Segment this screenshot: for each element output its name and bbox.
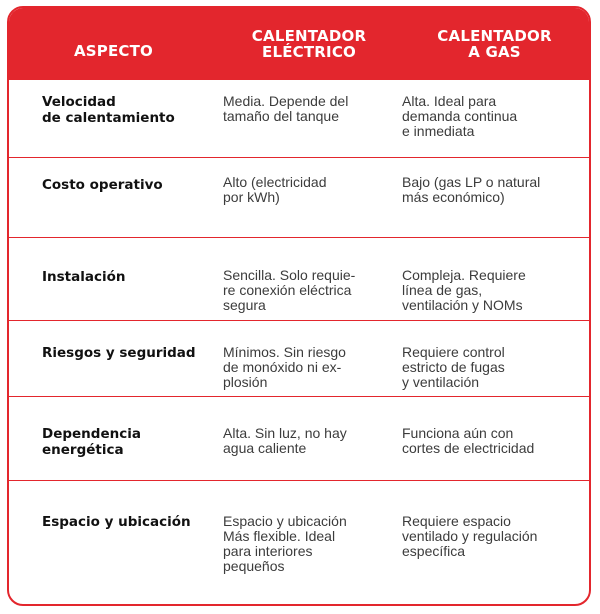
table-row-space-location <box>9 481 589 604</box>
table-row-installation <box>9 238 589 321</box>
table-row-heating-speed <box>9 80 589 158</box>
header-electric-heater <box>218 8 400 80</box>
gas-value: Requiere espacio ventilado y regulación específica <box>402 513 538 559</box>
table-row-risks-safety <box>9 321 589 397</box>
row-label: Costo operativo <box>42 177 163 193</box>
gas-value: Funciona aún con cortes de electricidad <box>402 425 535 456</box>
row-label: Espacio y ubicación <box>42 514 191 530</box>
header-aspect-label: ASPECTO <box>73 42 154 60</box>
electric-value: Mínimos. Sin riesgo de monóxido ni ex- plosión <box>223 344 346 390</box>
electric-value: Sencilla. Solo requie- re conexión eléctrica segura <box>223 267 356 313</box>
table-row-energy-dependence <box>9 397 589 481</box>
header-aspect <box>9 8 218 80</box>
header-gas-heater <box>400 8 589 80</box>
row-label: Velocidad de calentamiento <box>42 94 175 126</box>
electric-value: Alta. Sin luz, no hay agua caliente <box>223 425 347 456</box>
electric-value: Alto (electricidad por kWh) <box>223 174 327 205</box>
comparison-table <box>7 6 591 606</box>
gas-value: Bajo (gas LP o natural más económico) <box>402 174 541 205</box>
table-row-operating-cost <box>9 158 589 238</box>
row-label: Instalación <box>42 269 126 285</box>
row-label: Riesgos y seguridad <box>42 345 196 361</box>
header-gas-label: CALENTADOR A GAS <box>437 27 552 61</box>
gas-value: Alta. Ideal para demanda continua e inmediata <box>402 93 518 139</box>
header-electric-label: CALENTADOR ELÉCTRICO <box>251 27 367 61</box>
electric-value: Espacio y ubicación Más flexible. Ideal para interiores pequeños <box>223 513 347 574</box>
electric-value: Media. Depende del tamaño del tanque <box>223 93 349 124</box>
gas-value: Requiere control estricto de fugas y ventilación <box>402 344 505 390</box>
row-label: Dependencia energética <box>42 426 141 458</box>
gas-value: Compleja. Requiere línea de gas, ventilación y NOMs <box>402 267 526 313</box>
table-header <box>9 8 589 80</box>
